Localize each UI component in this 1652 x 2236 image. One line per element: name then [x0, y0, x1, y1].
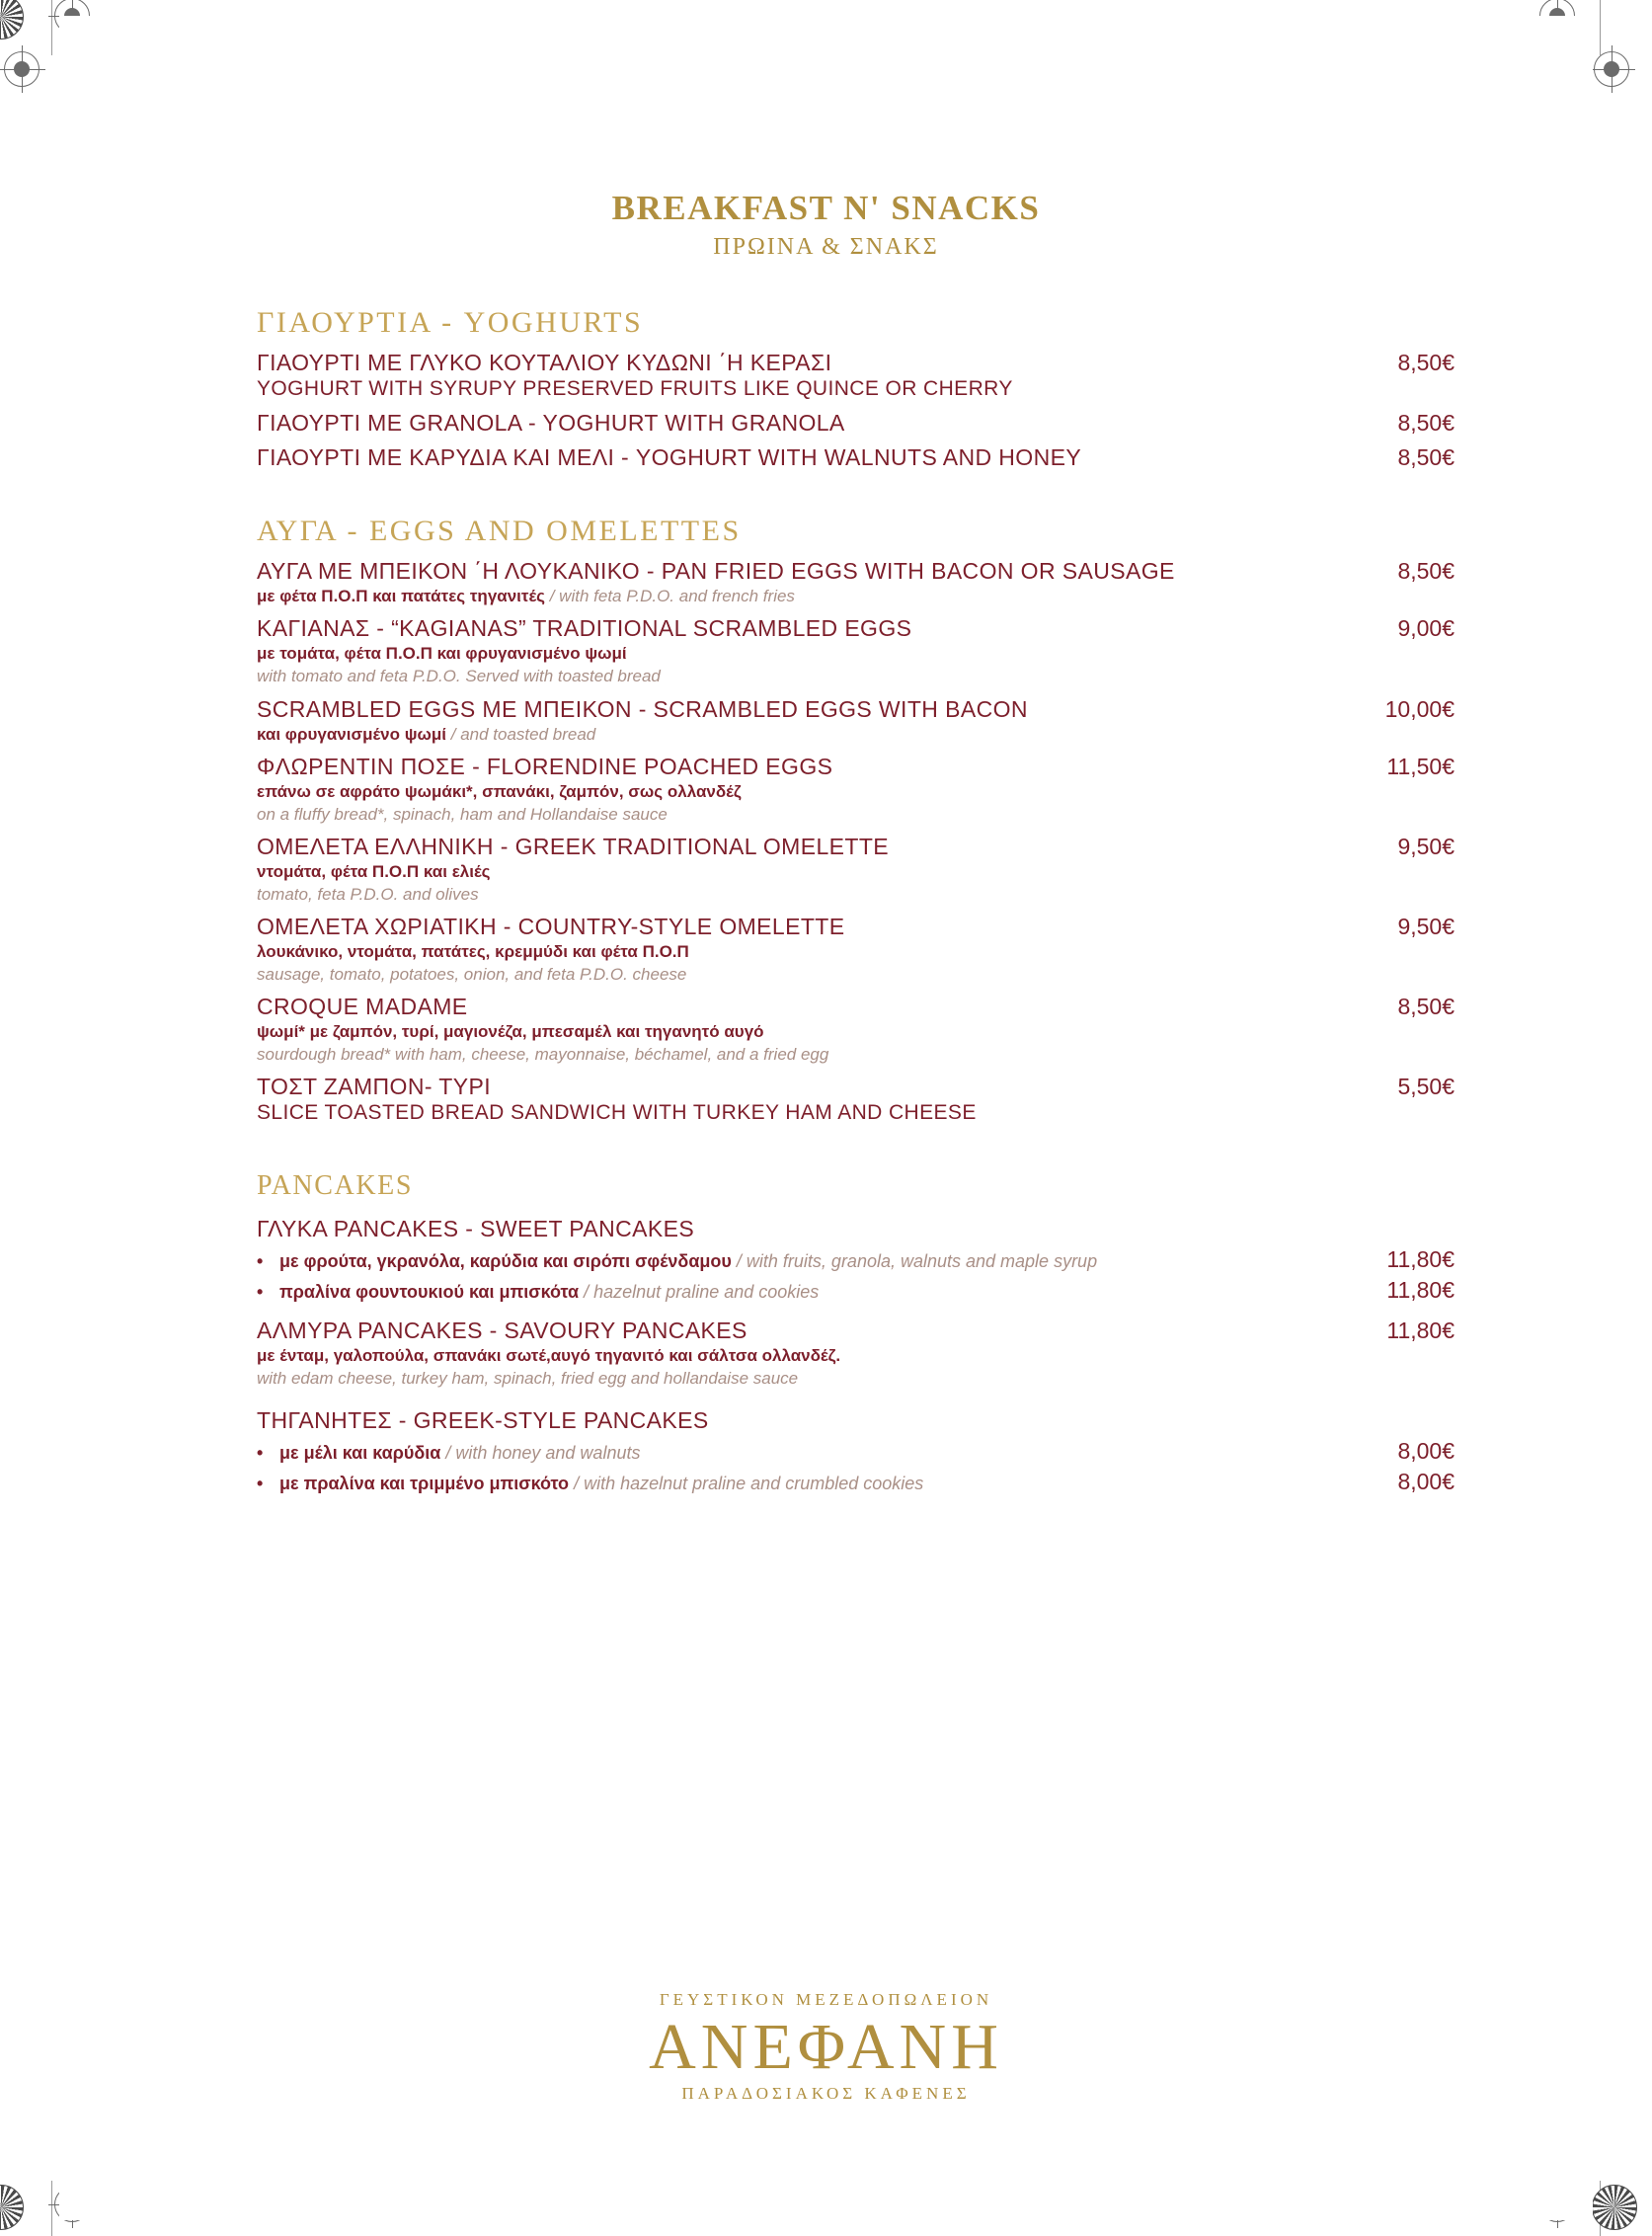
- pancake-option-text: [275, 1474, 1360, 1494]
- description-text: με φέτα Π.Ο.Π και πατάτες τηγανιτές: [257, 587, 545, 606]
- pancake-group-heading: ΑΛΜΥΡΑ PANCAKES - SAVOURY PANCAKES: [257, 1317, 747, 1343]
- crop-mark-left-vertical: [51, 0, 52, 55]
- menu-item-price: 9,50€: [1397, 833, 1455, 859]
- menu-item-name: ΤΟΣΤ ΖΑΜΠΟΝ- ΤΥΡΙ: [257, 1074, 491, 1100]
- menu-item-price: 11,50€: [1386, 753, 1455, 779]
- menu-page: [59, 16, 1593, 2220]
- menu-item-description-greek: ψωμί* με ζαμπόν, τυρί, μαγιονέζα, μπεσαμέλ και τηγανητό αυγό: [257, 1022, 764, 1042]
- menu-item: [257, 444, 1455, 471]
- pancake-option: [275, 1277, 1455, 1304]
- menu-item: [257, 696, 1455, 746]
- pancake-option-price: 8,00€: [1397, 1468, 1455, 1494]
- pancake-group-heading: ΓΛΥΚΑ PANCAKES - SWEET PANCAKES: [257, 1215, 695, 1241]
- pancake-option: [275, 1438, 1455, 1465]
- menu-item-description-english: tomato, feta P.D.O. and olives: [257, 884, 479, 904]
- pancake-option: [275, 1246, 1455, 1273]
- menu-item-name: ΟΜΕΛΕΤΑ ΕΛΛΗΝΙΚΗ - GREEK TRADITIONAL OMELETTE: [257, 833, 890, 859]
- menu-item-price: 9,00€: [1397, 615, 1455, 642]
- menu-item-price: 8,50€: [1397, 558, 1455, 585]
- menu-item-price: 9,50€: [1397, 914, 1455, 939]
- section-yoghurts: [257, 306, 1455, 471]
- option-text-english: / hazelnut praline and cookies: [584, 1281, 820, 1302]
- option-text-greek: με μέλι και καρύδια: [279, 1442, 441, 1463]
- logo-tagline-top: ΓΕΥΣΤΙΚΟΝ ΜΕΖΕΔΟΠΩΛΕΙΟΝ: [659, 1989, 993, 2009]
- color-starburst-bottom-left: [0, 2185, 24, 2230]
- menu-item: [257, 994, 1455, 1066]
- menu-item: [257, 410, 1455, 437]
- menu-item: [257, 558, 1455, 607]
- menu-item-price: 8,50€: [1397, 994, 1455, 1020]
- menu-item: [257, 834, 1455, 906]
- pancake-option-text: [275, 1443, 1360, 1464]
- pancake-option-text: [275, 1251, 1360, 1272]
- color-starburst-top-left: [0, 0, 24, 40]
- menu-item-description-greek: επάνω σε αφράτο ψωμάκι*, σπανάκι, ζαμπόν, σως ολλανδέζ: [257, 781, 742, 801]
- menu-item-description-greek: [257, 724, 1455, 746]
- menu-item-name: SCRAMBLED EGGS ΜΕ ΜΠΕΙΚΟΝ - SCRAMBLED EGGS WITH BACON: [257, 695, 1028, 722]
- option-text-english: / with honey and walnuts: [445, 1442, 641, 1463]
- pancake-option-text: [275, 1282, 1360, 1303]
- menu-item: [257, 350, 1455, 402]
- menu-item-description-english: sourdough bread* with ham, cheese, mayonnaise, béchamel, and a fried egg: [257, 1045, 829, 1065]
- registration-mark-right: [1594, 51, 1629, 87]
- pancake-group: [257, 1216, 1455, 1304]
- restaurant-logo: [59, 1990, 1593, 2104]
- menu-item-description-greek: λουκάνικο, ντομάτα, πατάτες, κρεμμύδι και φέτα Π.Ο.Π: [257, 942, 689, 961]
- section-title: ΑΥΓΑ - EGGS AND OMELETTES: [257, 515, 742, 548]
- menu-item-name: CROQUE MADAME: [257, 994, 468, 1020]
- menu-item-name: ΟΜΕΛΕΤΑ ΧΩΡΙΑΤΙΚΗ - COUNTRY-STYLE OMELETTE: [257, 914, 845, 939]
- pancake-group: [257, 1407, 1455, 1495]
- menu-item-name: ΦΛΩΡΕΝΤΙΝ ΠΟΣΕ - FLORENDINE POACHED EGGS: [257, 753, 833, 779]
- menu-item-price: 8,50€: [1397, 350, 1455, 375]
- pancake-group: [257, 1318, 1455, 1390]
- menu-item-subtitle: SLICE TOASTED BREAD SANDWICH WITH TURKEY HAM AND CHEESE: [257, 1101, 977, 1125]
- logo-name: ΑΝΕΦΑΝΗ: [649, 2010, 1003, 2083]
- menu-item-description-greek: ντομάτα, φέτα Π.Ο.Π και ελιές: [257, 861, 491, 881]
- menu-item-price: 8,50€: [1397, 410, 1455, 437]
- crop-mark-left-vertical-bottom: [51, 2181, 52, 2236]
- menu-item-description-english: with tomato and feta P.D.O. Served with toasted bread: [257, 667, 661, 686]
- option-text-english: / with fruits, granola, walnuts and maple syrup: [736, 1250, 1098, 1271]
- menu-content: [59, 306, 1593, 1495]
- menu-item-name: ΑΥΓΑ ΜΕ ΜΠΕΙΚΟΝ ΄Η ΛΟΥΚΑΝΙΚΟ - PAN FRIED EGGS WITH BACON OR SAUSAGE: [257, 558, 1175, 585]
- option-text-english: / with hazelnut praline and crumbled cookies: [574, 1473, 924, 1493]
- option-text-greek: με πραλίνα και τριμμένο μπισκότο: [279, 1473, 570, 1493]
- menu-item-name: ΚΑΓΙΑΝΑΣ - “KAGIANAS” TRADITIONAL SCRAMBLED EGGS: [257, 615, 912, 642]
- section-pancakes: [257, 1170, 1455, 1495]
- registration-mark-left: [4, 51, 39, 87]
- color-starburst-bottom-right: [1592, 2185, 1637, 2230]
- menu-item-price: 8,50€: [1397, 444, 1455, 471]
- option-text-greek: πραλίνα φουντουκιού και μπισκότα: [279, 1281, 580, 1302]
- section-title: PANCAKES: [257, 1169, 414, 1201]
- pancake-option-price: 11,80€: [1386, 1276, 1455, 1303]
- pancake-group-heading: ΤΗΓΑΝΗΤΕΣ - GREEK-STYLE PANCAKES: [257, 1406, 709, 1433]
- description-text-english: / with feta P.D.O. and french fries: [549, 587, 795, 606]
- menu-item-description-english: on a fluffy bread*, spinach, ham and Hollandaise sauce: [257, 804, 668, 824]
- menu-item-price: 10,00€: [1384, 695, 1455, 722]
- description-text: και φρυγανισμένο ψωμί: [257, 724, 447, 744]
- menu-item: [257, 1074, 1455, 1126]
- menu-item-name: ΓΙΑΟΥΡΤΙ ΜΕ ΓΛΥΚΟ ΚΟΥΤΑΛΙΟΥ ΚΥΔΩΝΙ ΄Η ΚΕΡΑΣΙ: [257, 350, 832, 375]
- menu-item-name: ΓΙΑΟΥΡΤΙ ΜΕ ΚΑΡΥΔΙΑ ΚΑΙ ΜΕΛΙ - YOGHURT WITH WALNUTS AND HONEY: [257, 444, 1082, 471]
- menu-item-price: 5,50€: [1397, 1074, 1455, 1100]
- pancake-group-description-greek: με ένταμ, γαλοπούλα, σπανάκι σωτέ,αυγό τηγανιτό και σάλτσα ολλανδέζ.: [257, 1345, 841, 1365]
- logo-tagline-bottom: ΠΑΡΑΔΟΣΙΑΚΟΣ ΚΑΦΕΝΕΣ: [681, 2084, 971, 2103]
- pancake-option: [275, 1469, 1455, 1495]
- menu-item: [257, 615, 1455, 687]
- menu-item: [257, 914, 1455, 986]
- section-title: ΓΙΑΟΥΡΤΙΑ - YOGHURTS: [257, 306, 644, 339]
- pancake-option-price: 8,00€: [1397, 1437, 1455, 1464]
- menu-item-description-greek: [257, 586, 1455, 607]
- section-eggs-and-omelettes: [257, 515, 1455, 1126]
- pancake-group-description-english: with edam cheese, turkey ham, spinach, fried egg and hollandaise sauce: [257, 1368, 799, 1388]
- menu-item-description-english: sausage, tomato, potatoes, onion, and feta P.D.O. cheese: [257, 965, 687, 985]
- pancake-group-price: 11,80€: [1386, 1317, 1455, 1343]
- menu-item-subtitle: YOGHURT WITH SYRUPY PRESERVED FRUITS LIKE QUINCE OR CHERRY: [257, 377, 1013, 400]
- page-title: BREAKFAST N' SNACKS: [611, 189, 1041, 227]
- crop-mark-right-vertical: [1600, 0, 1601, 55]
- pancake-option-price: 11,80€: [1386, 1245, 1455, 1272]
- page-subtitle: ΠΡΩΙΝΑ & ΣΝΑΚΣ: [713, 234, 939, 260]
- menu-item-name: ΓΙΑΟΥΡΤΙ ΜΕ GRANOLA - YOGHURT WITH GRANOLA: [257, 410, 845, 437]
- menu-item-description-greek: με τομάτα, φέτα Π.Ο.Π και φρυγανισμένο ψωμί: [257, 644, 627, 664]
- option-text-greek: με φρούτα, γκρανόλα, καρύδια και σιρόπι σφένδαμου: [279, 1250, 732, 1271]
- menu-item: [257, 754, 1455, 826]
- description-text-english: / and toasted bread: [450, 724, 596, 744]
